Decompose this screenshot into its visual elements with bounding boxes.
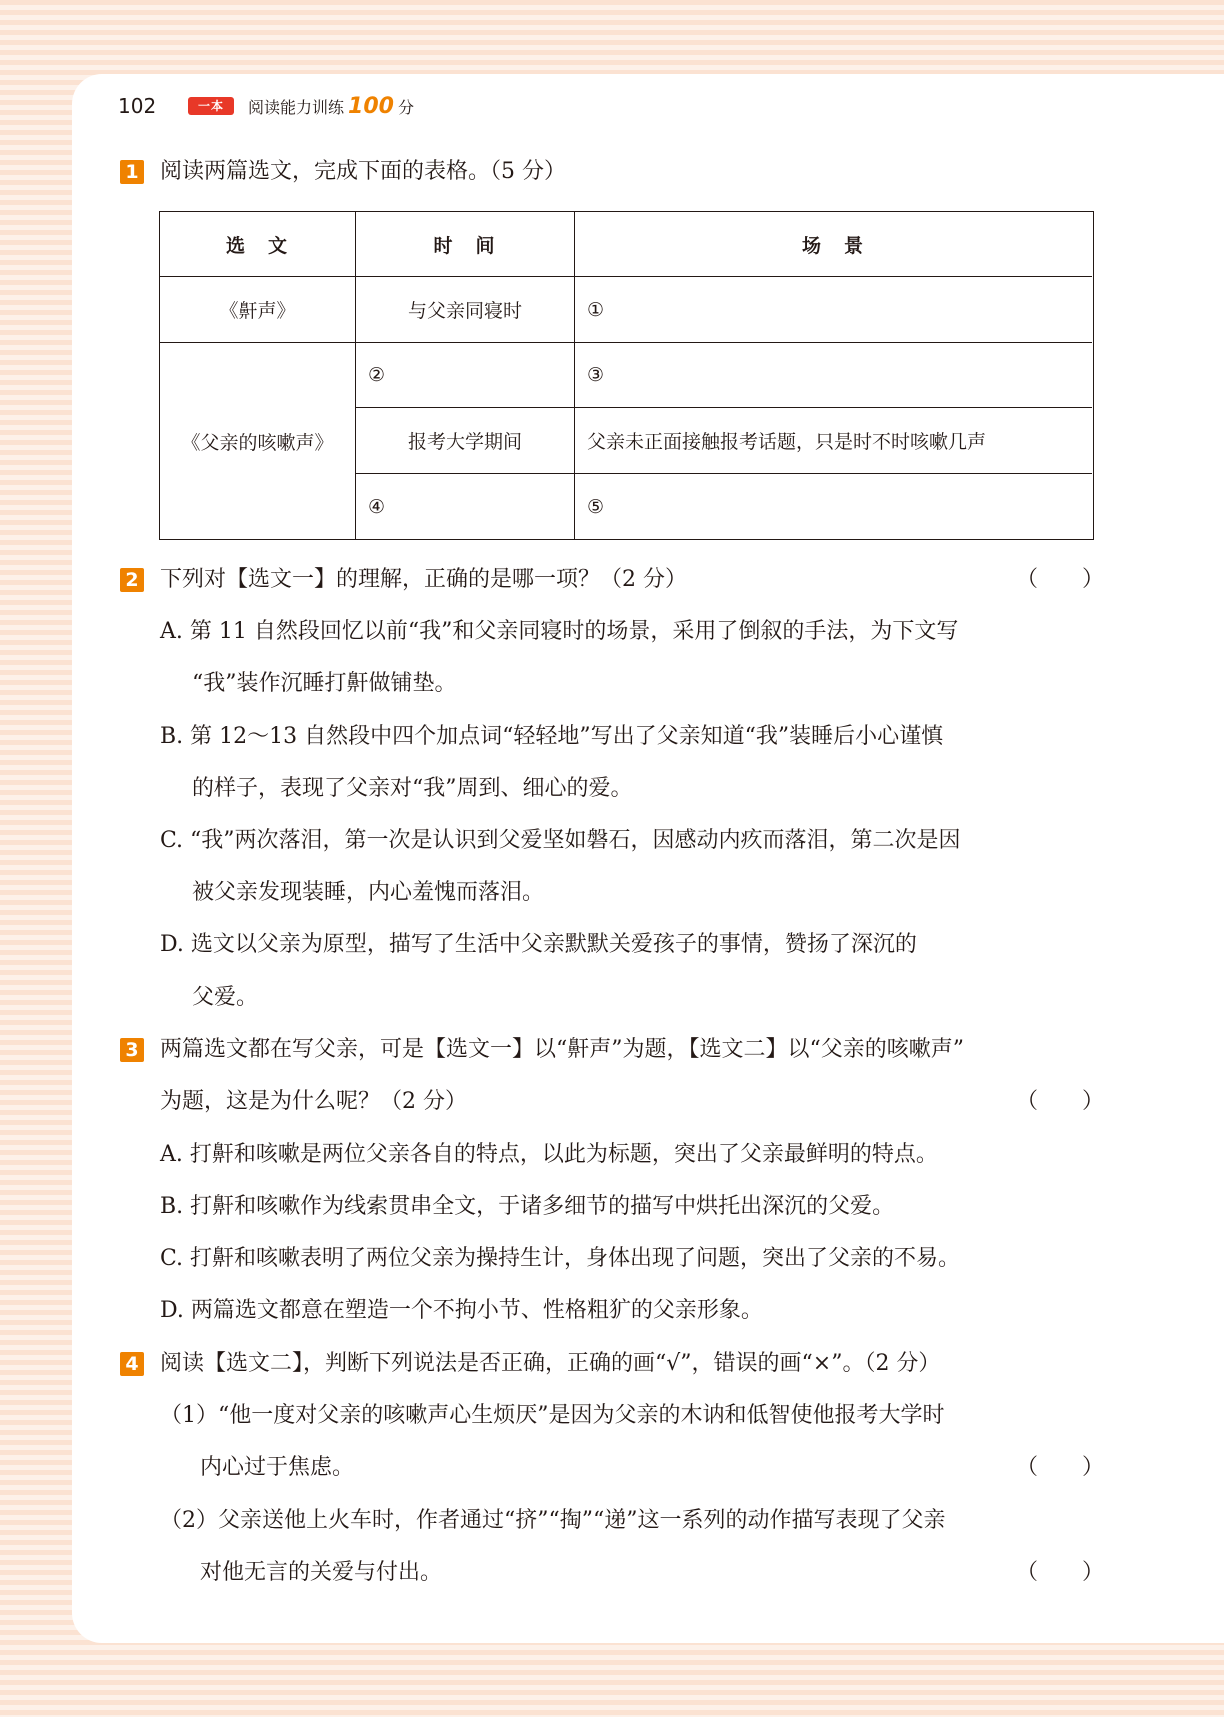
book-number: 100: [348, 93, 394, 119]
option-line: 被父亲发现装睡，内心羞愧而落泪。: [192, 880, 545, 905]
question-number-badge: 1: [120, 160, 144, 184]
answer-blank[interactable]: （ ）: [1016, 567, 1105, 592]
option-line[interactable]: C. 打鼾和咳嗽表明了两位父亲为操持生计，身体出现了问题，突出了父亲的不易。: [160, 1246, 961, 1271]
option-line[interactable]: D. 选文以父亲为原型，描写了生活中父亲默默关爱孩子的事情，赞扬了深沉的: [160, 932, 917, 957]
book-title: 阅读能力训练: [248, 97, 345, 117]
table-cell-selection: 《父亲的咳嗽声》: [160, 343, 356, 539]
statement-line: 内心过于焦虑。: [200, 1455, 355, 1480]
statement-line: （2）父亲送他上火车时，作者通过“挤”“掏”“递”这一系列的动作描写表现了父亲: [160, 1508, 946, 1533]
option-line: “我”装作沉睡打鼾做铺垫。: [192, 671, 457, 696]
option-line: 父爱。: [192, 985, 259, 1010]
option-line: 的样子，表现了父亲对“我”周到、细心的爱。: [192, 776, 633, 801]
page-number: 102: [118, 94, 157, 118]
option-line[interactable]: C. “我”两次落泪，第一次是认识到父爱坚如磐石，因感动内疚而落泪，第二次是因: [160, 828, 961, 853]
table-cell-selection: 《鼾声》: [160, 277, 356, 343]
question-number-badge: 4: [120, 1352, 144, 1376]
table-cell-time-blank[interactable]: ②: [356, 343, 575, 408]
publisher-logo: 一本: [188, 97, 234, 115]
option-line[interactable]: B. 第 12～13 自然段中四个加点词“轻轻地”写出了父亲知道“我”装睡后小心谨慎: [160, 724, 944, 749]
table-header-cell: 场 景: [575, 212, 1092, 277]
table-cell-scene-blank[interactable]: ③: [575, 343, 1092, 408]
question-stem: 下列对【选文一】的理解，正确的是哪一项？（2 分）: [160, 567, 687, 592]
book-unit: 分: [397, 97, 414, 117]
answer-blank[interactable]: （ ）: [1016, 1560, 1105, 1585]
page-header: [118, 92, 414, 120]
table-cell-time: 与父亲同寝时: [356, 277, 575, 343]
question-number-badge: 3: [120, 1038, 144, 1062]
question-stem: 阅读两篇选文，完成下面的表格。（5 分）: [160, 159, 566, 184]
table-cell-time: 报考大学期间: [356, 408, 575, 474]
question-number-badge: 2: [120, 568, 144, 592]
question-stem: 为题，这是为什么呢？（2 分）: [160, 1089, 467, 1114]
statement-line: 对他无言的关爱与付出。: [200, 1560, 443, 1585]
statement-line: （1）“他一度对父亲的咳嗽声心生烦厌”是因为父亲的木讷和低智使他报考大学时: [160, 1403, 945, 1428]
option-line[interactable]: D. 两篇选文都意在塑造一个不拘小节、性格粗犷的父亲形象。: [160, 1298, 763, 1323]
table-header-cell: 选 文: [160, 212, 356, 277]
table-cell-scene: 父亲未正面接触报考话题，只是时不时咳嗽几声: [575, 408, 1092, 474]
table-header-cell: 时 间: [356, 212, 575, 277]
option-line[interactable]: A. 第 11 自然段回忆以前“我”和父亲同寝时的场景，采用了倒叙的手法，为下文写: [160, 619, 959, 644]
question-stem: 阅读【选文二】，判断下列说法是否正确，正确的画“√”，错误的画“×”。（2 分）: [160, 1351, 941, 1376]
option-line[interactable]: A. 打鼾和咳嗽是两位父亲各自的特点，以此为标题，突出了父亲最鲜明的特点。: [160, 1142, 938, 1167]
question-stem: 两篇选文都在写父亲，可是【选文一】以“鼾声”为题，【选文二】以“父亲的咳嗽声”: [160, 1037, 964, 1062]
table-cell-scene-blank[interactable]: ⑤: [587, 495, 605, 518]
option-line[interactable]: B. 打鼾和咳嗽作为线索贯串全文，于诸多细节的描写中烘托出深沉的父爱。: [160, 1194, 895, 1219]
answer-blank[interactable]: （ ）: [1016, 1089, 1105, 1114]
answer-blank[interactable]: （ ）: [1016, 1455, 1105, 1480]
table-cell-scene-blank[interactable]: ①: [575, 277, 1092, 343]
table-cell-time-blank[interactable]: ④: [356, 474, 575, 539]
answer-table: [159, 211, 1094, 540]
